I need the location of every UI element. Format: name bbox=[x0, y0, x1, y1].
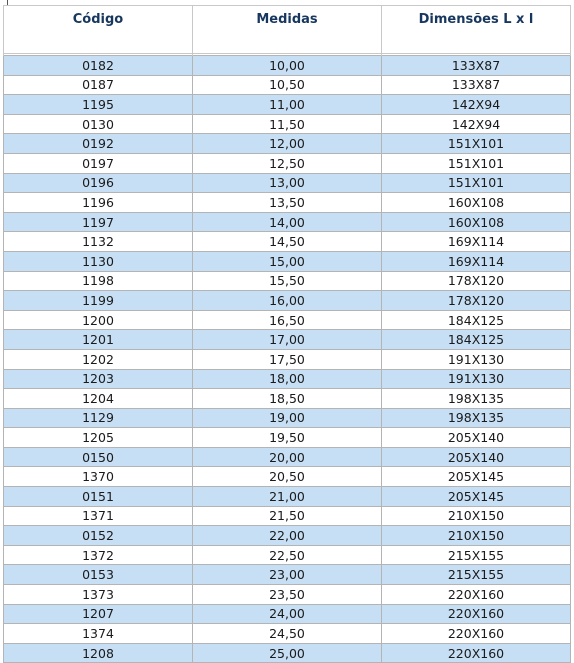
cell-medida: 23,50 bbox=[193, 585, 382, 605]
cell-medida: 13,00 bbox=[193, 173, 382, 193]
table-row bbox=[4, 310, 571, 330]
table-row bbox=[4, 251, 571, 271]
cell-dimensoes: 133X87 bbox=[382, 75, 571, 95]
cell-dimensoes: 184X125 bbox=[382, 330, 571, 350]
cell-dimensoes: 191X130 bbox=[382, 349, 571, 369]
header-medidas: Medidas bbox=[193, 6, 382, 54]
cell-dimensoes: 215X155 bbox=[382, 565, 571, 585]
cell-codigo: 1201 bbox=[4, 330, 193, 350]
header-codigo: Código bbox=[4, 6, 193, 54]
sizes-table bbox=[3, 5, 571, 663]
table-row bbox=[4, 428, 571, 448]
table-row bbox=[4, 349, 571, 369]
cell-medida: 25,00 bbox=[193, 643, 382, 663]
cell-codigo: 1197 bbox=[4, 212, 193, 232]
cell-codigo: 1371 bbox=[4, 506, 193, 526]
cell-medida: 10,00 bbox=[193, 56, 382, 76]
table-row bbox=[4, 526, 571, 546]
cell-dimensoes: 151X101 bbox=[382, 134, 571, 154]
table-row bbox=[4, 467, 571, 487]
table-row bbox=[4, 487, 571, 507]
cell-medida: 18,50 bbox=[193, 389, 382, 409]
table-row bbox=[4, 447, 571, 467]
cell-medida: 22,00 bbox=[193, 526, 382, 546]
cell-codigo: 0151 bbox=[4, 487, 193, 507]
table-header bbox=[4, 6, 571, 54]
cell-codigo: 1196 bbox=[4, 193, 193, 213]
cell-medida: 15,00 bbox=[193, 251, 382, 271]
cell-medida: 17,50 bbox=[193, 349, 382, 369]
cell-codigo: 0192 bbox=[4, 134, 193, 154]
cell-dimensoes: 178X120 bbox=[382, 271, 571, 291]
cell-dimensoes: 191X130 bbox=[382, 369, 571, 389]
cell-medida: 16,50 bbox=[193, 310, 382, 330]
table-row bbox=[4, 114, 571, 134]
cell-dimensoes: 210X150 bbox=[382, 526, 571, 546]
cell-codigo: 1370 bbox=[4, 467, 193, 487]
cell-medida: 21,50 bbox=[193, 506, 382, 526]
cell-codigo: 1130 bbox=[4, 251, 193, 271]
table-row bbox=[4, 56, 571, 76]
cell-medida: 12,50 bbox=[193, 153, 382, 173]
cell-codigo: 1132 bbox=[4, 232, 193, 252]
cell-medida: 19,50 bbox=[193, 428, 382, 448]
cell-dimensoes: 210X150 bbox=[382, 506, 571, 526]
cell-dimensoes: 220X160 bbox=[382, 604, 571, 624]
cell-codigo: 0182 bbox=[4, 56, 193, 76]
cell-dimensoes: 220X160 bbox=[382, 624, 571, 644]
cell-medida: 20,00 bbox=[193, 447, 382, 467]
cell-medida: 22,50 bbox=[193, 545, 382, 565]
cell-dimensoes: 184X125 bbox=[382, 310, 571, 330]
cell-codigo: 0197 bbox=[4, 153, 193, 173]
cell-medida: 19,00 bbox=[193, 408, 382, 428]
cell-medida: 15,50 bbox=[193, 271, 382, 291]
table-row bbox=[4, 643, 571, 663]
table-row bbox=[4, 75, 571, 95]
table-row bbox=[4, 134, 571, 154]
cell-dimensoes: 142X94 bbox=[382, 95, 571, 115]
table-row bbox=[4, 585, 571, 605]
table-row bbox=[4, 408, 571, 428]
cell-codigo: 1205 bbox=[4, 428, 193, 448]
cell-codigo: 1199 bbox=[4, 291, 193, 311]
cell-codigo: 1204 bbox=[4, 389, 193, 409]
cell-dimensoes: 160X108 bbox=[382, 212, 571, 232]
cell-medida: 13,50 bbox=[193, 193, 382, 213]
table-row bbox=[4, 232, 571, 252]
cell-medida: 20,50 bbox=[193, 467, 382, 487]
cell-medida: 23,00 bbox=[193, 565, 382, 585]
cell-codigo: 0187 bbox=[4, 75, 193, 95]
cell-medida: 16,00 bbox=[193, 291, 382, 311]
table-row bbox=[4, 545, 571, 565]
table-row bbox=[4, 95, 571, 115]
cell-medida: 10,50 bbox=[193, 75, 382, 95]
cell-medida: 11,50 bbox=[193, 114, 382, 134]
cell-codigo: 0150 bbox=[4, 447, 193, 467]
table-row bbox=[4, 604, 571, 624]
cell-dimensoes: 142X94 bbox=[382, 114, 571, 134]
cell-codigo: 1202 bbox=[4, 349, 193, 369]
cell-dimensoes: 220X160 bbox=[382, 643, 571, 663]
cell-dimensoes: 215X155 bbox=[382, 545, 571, 565]
cell-codigo: 1207 bbox=[4, 604, 193, 624]
table-row bbox=[4, 389, 571, 409]
header-row bbox=[4, 6, 571, 54]
table-row bbox=[4, 565, 571, 585]
table-row bbox=[4, 271, 571, 291]
cell-codigo: 0196 bbox=[4, 173, 193, 193]
cell-codigo: 1129 bbox=[4, 408, 193, 428]
table-row bbox=[4, 506, 571, 526]
table-row bbox=[4, 291, 571, 311]
cell-dimensoes: 198X135 bbox=[382, 389, 571, 409]
cell-codigo: 1374 bbox=[4, 624, 193, 644]
cell-dimensoes: 169X114 bbox=[382, 251, 571, 271]
cell-codigo: 1372 bbox=[4, 545, 193, 565]
cell-dimensoes: 169X114 bbox=[382, 232, 571, 252]
cell-codigo: 1373 bbox=[4, 585, 193, 605]
cell-medida: 14,00 bbox=[193, 212, 382, 232]
cell-medida: 12,00 bbox=[193, 134, 382, 154]
cell-dimensoes: 220X160 bbox=[382, 585, 571, 605]
cell-medida: 24,50 bbox=[193, 624, 382, 644]
cell-codigo: 1203 bbox=[4, 369, 193, 389]
table-row bbox=[4, 173, 571, 193]
cell-dimensoes: 133X87 bbox=[382, 56, 571, 76]
cell-codigo: 1195 bbox=[4, 95, 193, 115]
cell-medida: 18,00 bbox=[193, 369, 382, 389]
table-row bbox=[4, 369, 571, 389]
cell-medida: 11,00 bbox=[193, 95, 382, 115]
cell-dimensoes: 160X108 bbox=[382, 193, 571, 213]
cell-dimensoes: 198X135 bbox=[382, 408, 571, 428]
cell-codigo: 0153 bbox=[4, 565, 193, 585]
table-row bbox=[4, 153, 571, 173]
table-row bbox=[4, 193, 571, 213]
cell-medida: 17,00 bbox=[193, 330, 382, 350]
cell-medida: 21,00 bbox=[193, 487, 382, 507]
cell-codigo: 0152 bbox=[4, 526, 193, 546]
table-row bbox=[4, 212, 571, 232]
cell-medida: 14,50 bbox=[193, 232, 382, 252]
cell-codigo: 1198 bbox=[4, 271, 193, 291]
cell-dimensoes: 151X101 bbox=[382, 153, 571, 173]
cell-dimensoes: 151X101 bbox=[382, 173, 571, 193]
cell-dimensoes: 205X145 bbox=[382, 487, 571, 507]
cell-dimensoes: 205X140 bbox=[382, 428, 571, 448]
table-row bbox=[4, 330, 571, 350]
table-body bbox=[4, 54, 571, 663]
cell-medida: 24,00 bbox=[193, 604, 382, 624]
header-dimensoes: Dimensões L x l bbox=[382, 6, 571, 54]
cell-codigo: 1200 bbox=[4, 310, 193, 330]
cell-codigo: 0130 bbox=[4, 114, 193, 134]
cell-dimensoes: 178X120 bbox=[382, 291, 571, 311]
cell-dimensoes: 205X140 bbox=[382, 447, 571, 467]
table-row bbox=[4, 624, 571, 644]
cell-codigo: 1208 bbox=[4, 643, 193, 663]
cell-dimensoes: 205X145 bbox=[382, 467, 571, 487]
